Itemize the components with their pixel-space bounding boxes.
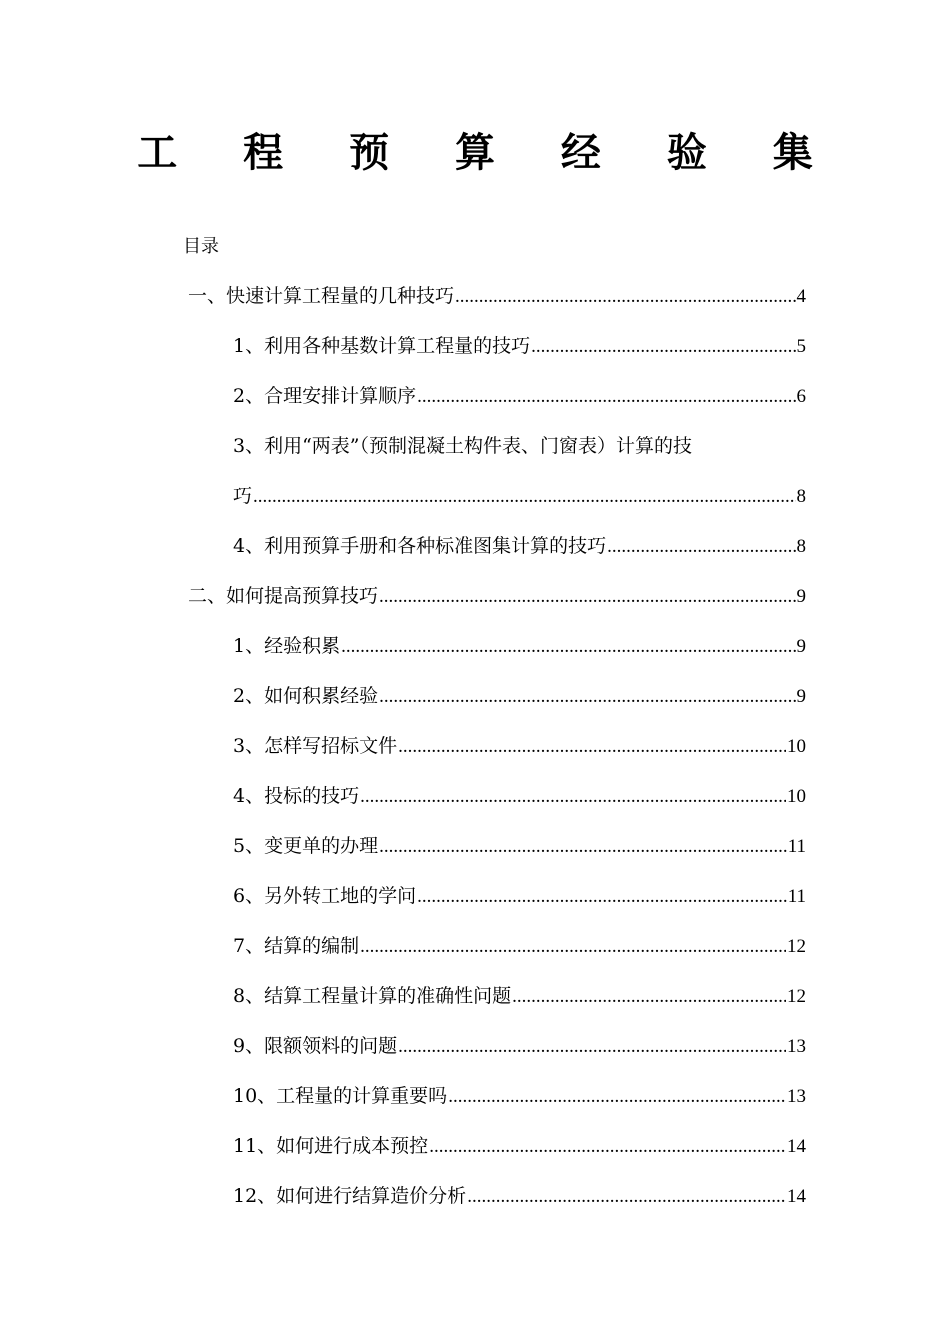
toc-entry-page: 9 <box>796 586 806 607</box>
toc-entry-label: 9、限额领料的问题 <box>233 1035 398 1057</box>
toc-entry-page: 5 <box>796 336 806 357</box>
toc-leader-dots <box>455 281 795 313</box>
toc-entry-page: 9 <box>796 636 806 657</box>
toc-entry-label: 3、怎样写招标文件 <box>233 735 398 757</box>
toc-heading: 目录 <box>183 236 219 257</box>
toc-leader-dots <box>417 381 795 413</box>
toc-entry-page: 8 <box>796 536 806 557</box>
toc-entry-page: 9 <box>796 686 806 707</box>
toc-leader-dots <box>379 681 795 713</box>
toc-entry-label: 4、利用预算手册和各种标准图集计算的技巧 <box>233 535 607 557</box>
toc-entry[interactable] <box>233 1080 806 1112</box>
toc-leader-dots <box>360 781 786 813</box>
toc-entry-page: 10 <box>787 736 806 757</box>
toc-entry-label: 11、如何进行成本预控 <box>233 1135 429 1157</box>
toc-leader-dots <box>398 1031 786 1063</box>
document-title: 工 程 预 算 经 验 集 <box>137 130 839 176</box>
toc-entry-label: 5、变更单的办理 <box>233 835 379 857</box>
toc-entry[interactable] <box>188 580 806 612</box>
toc-entry-label: 一、快速计算工程量的几种技巧 <box>188 285 455 307</box>
toc-entry[interactable] <box>233 530 806 562</box>
toc-leader-dots <box>341 631 795 663</box>
toc-entry-label: 6、另外转工地的学问 <box>233 885 417 907</box>
toc-entry-label: 10、工程量的计算重要吗 <box>233 1085 448 1107</box>
toc-entry-page: 13 <box>787 1086 806 1107</box>
toc-entry-page: 12 <box>787 986 806 1007</box>
toc-entry-page: 11 <box>787 836 806 857</box>
toc-entry-label: 2、合理安排计算顺序 <box>233 385 417 407</box>
toc-entry[interactable] <box>233 680 806 712</box>
toc-leader-dots <box>429 1131 786 1163</box>
toc-leader-dots <box>512 981 786 1013</box>
toc-entry-label: 7、结算的编制 <box>233 935 360 957</box>
toc-entry-label: 2、如何积累经验 <box>233 685 379 707</box>
toc-entry[interactable] <box>233 1030 806 1062</box>
toc-entry[interactable] <box>233 980 806 1012</box>
toc-leader-dots <box>398 731 786 763</box>
toc-entry-page: 10 <box>787 786 806 807</box>
toc-entry[interactable] <box>233 1130 806 1162</box>
toc-leader-dots <box>417 881 787 913</box>
toc-entry-label: 1、利用各种基数计算工程量的技巧 <box>233 335 531 357</box>
toc-entry[interactable] <box>233 830 806 862</box>
toc-entry-page: 4 <box>796 286 806 307</box>
toc-entry[interactable] <box>233 330 806 362</box>
toc-leader-dots <box>467 1181 786 1213</box>
toc-entry[interactable] <box>233 380 806 412</box>
toc-entry-page: 13 <box>787 1036 806 1057</box>
toc-entry[interactable] <box>233 630 806 662</box>
toc-entry[interactable] <box>233 730 806 762</box>
toc-entry-label: 4、投标的技巧 <box>233 785 360 807</box>
toc-leader-dots <box>607 531 795 563</box>
toc-entry-label-line1[interactable]: 3、利用“两表”（预制混凝土构件表、门窗表）计算的技 <box>233 435 693 457</box>
toc-entry-page: 14 <box>787 1136 806 1157</box>
toc-entry[interactable] <box>233 480 806 512</box>
toc-leader-dots <box>360 931 786 963</box>
toc-entry-page: 6 <box>796 386 806 407</box>
toc-entry-page: 8 <box>796 486 806 507</box>
toc-leader-dots <box>379 831 787 863</box>
toc-leader-dots <box>379 581 795 613</box>
toc-entry-label: 12、如何进行结算造价分析 <box>233 1185 467 1207</box>
toc-leader-dots <box>253 481 795 513</box>
toc-entry[interactable] <box>233 930 806 962</box>
toc-entry[interactable] <box>188 280 806 312</box>
toc-entry[interactable] <box>233 880 806 912</box>
toc-entry-page: 14 <box>787 1186 806 1207</box>
toc-entry[interactable] <box>233 780 806 812</box>
toc-entry-label: 巧 <box>233 485 253 507</box>
toc-entry-page: 11 <box>787 886 806 907</box>
toc-entry-page: 12 <box>787 936 806 957</box>
toc-entry-label: 二、如何提高预算技巧 <box>188 585 379 607</box>
toc-leader-dots <box>531 331 795 363</box>
toc-entry-label: 8、结算工程量计算的准确性问题 <box>233 985 512 1007</box>
toc-entry-label: 1、经验积累 <box>233 635 341 657</box>
toc-leader-dots <box>448 1081 786 1113</box>
toc-entry[interactable] <box>233 1180 806 1212</box>
